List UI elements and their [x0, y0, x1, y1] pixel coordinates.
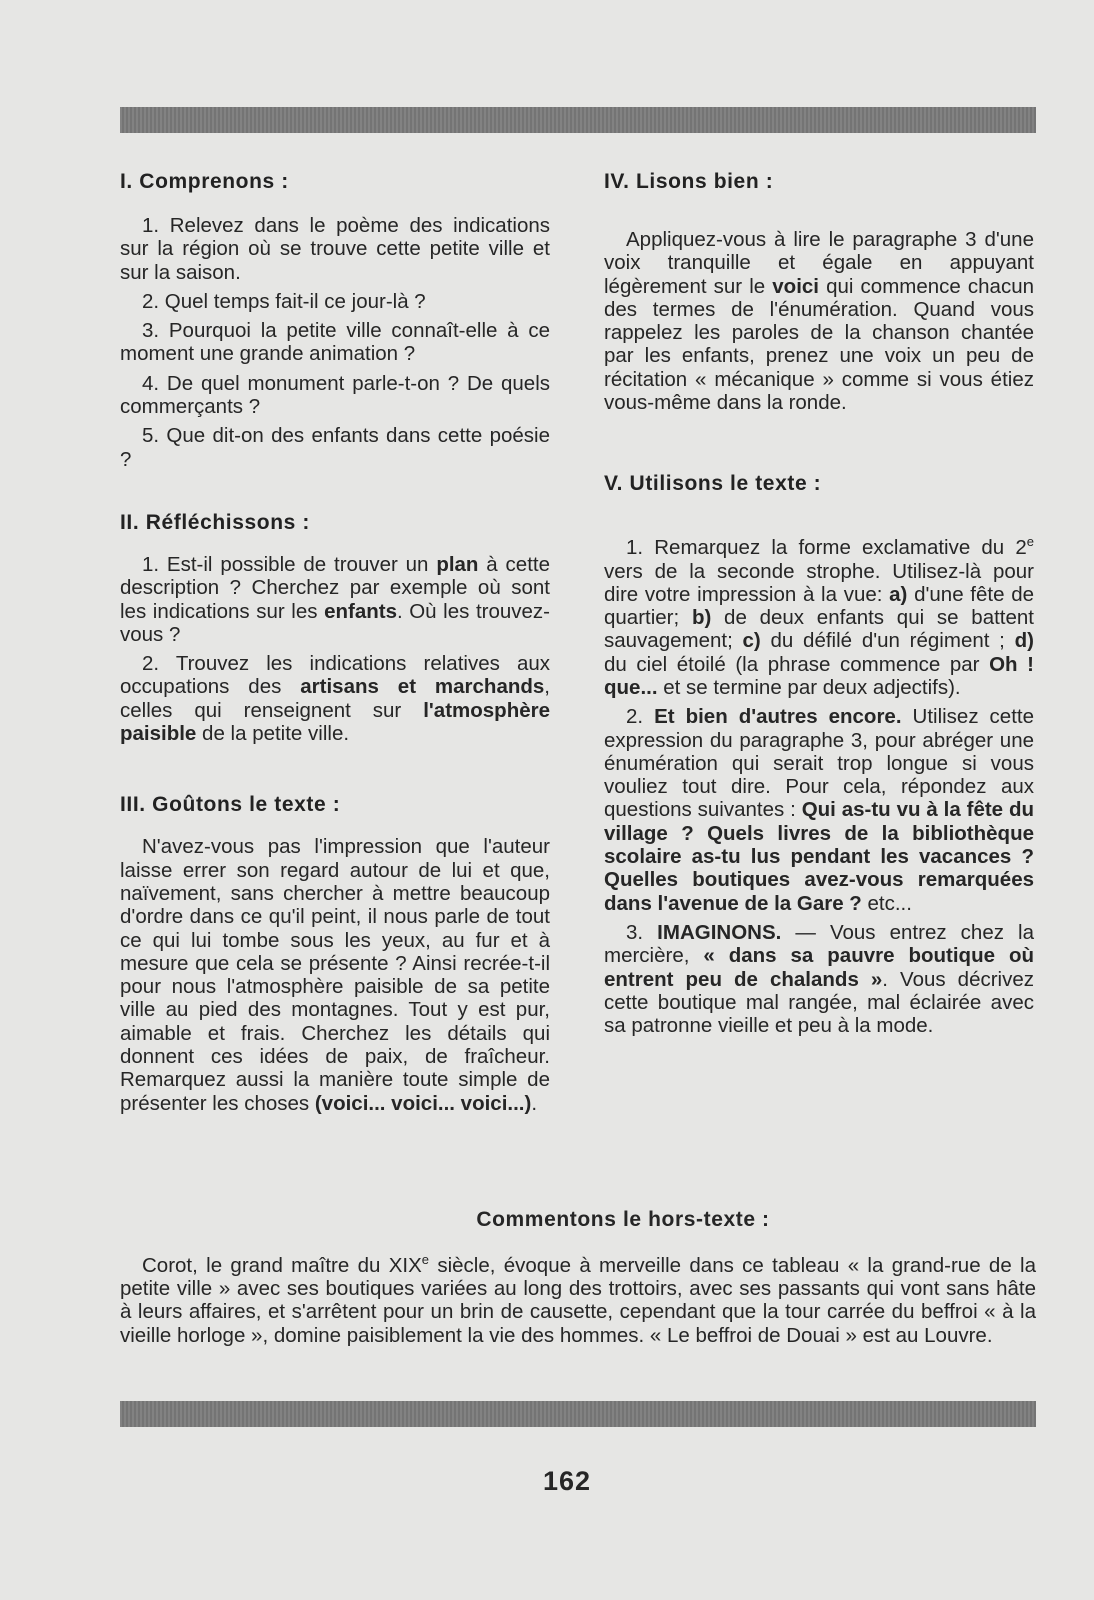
question-item: 4. De quel monument parle-t-on ? De quels commerçants ? [120, 371, 550, 419]
question-item: 1. Relevez dans le poème des indications sur la région où se trouve cette petite ville et sur la saison. [120, 214, 550, 284]
question-item: 3. Pourquoi la petite ville connaît-elle à ce moment une grande animation ? [120, 319, 550, 366]
page-number: 162 [542, 1466, 592, 1496]
section-lisons [604, 170, 1034, 414]
right-column [604, 170, 1034, 1037]
paragraph: 2. Trouvez les indications relatives aux occupations des artisans et marchands, celles qui renseignent sur l'atmosphère paisible de la petite ville. [120, 652, 550, 746]
section-goutons [120, 793, 550, 1115]
section-title: I. Comprenons : [120, 170, 289, 193]
section-comprenons [120, 170, 550, 471]
paragraph: Appliquez-vous à lire le paragraphe 3 d'une voix tranquille et égale en appuyant légèrement sur le voici qui commence chacun des termes de l'énumération. Quand vous rappelez les paroles de la chanson chantée par les enfants, prenez une voix un peu de récitation « mécanique » comme si vous étiez vous-même dans la ronde. [604, 228, 1034, 415]
paragraph: 3. IMAGINONS. — Vous entrez chez la mercière, « dans sa pauvre boutique où entrent peu de chalands ». Vous décrivez cette boutique mal rangée, mal éclairée avec sa patronne vieille et peu à la mode. [604, 920, 1035, 1038]
paragraph: 1. Remarquez la forme exclamative du 2e vers de la seconde strophe. Utilisez-là pour dire votre impression à la vue: a) d'une fête de quartier; b) de deux enfants qui se battent sauvagement; c) du défilé d'un régiment ; d) du ciel étoilé (la phrase commence par Oh ! que... et se termine par deux adjectifs). [604, 534, 1034, 699]
top-decorative-band [120, 107, 1036, 133]
section-title: IV. Lisons bien : [604, 170, 774, 193]
left-column [120, 170, 550, 1115]
section-title: V. Utilisons le texte : [604, 472, 822, 496]
question-item: 2. Quel temps fait-il ce jour-là ? [142, 289, 426, 313]
paragraph: 1. Est-il possible de trouver un plan à cette description ? Cherchez par exemple où sont les indications sur les enfants. Où les trouvez-vous ? [120, 552, 550, 646]
paragraph: 2. Et bien d'autres encore. Utilisez cette expression du paragraphe 3, pour abréger une énumération qui serait trop longue si vous vouliez tout dire. Pour cela, répondez aux questions suivantes : Qui as-tu vu à la fête du village ? Quels livres de la bibliothèque scolaire as-tu lus pendant les vacances ? Quelles boutiques avez-vous remarquées dans l'avenue de la Gare ? etc... [604, 705, 1035, 915]
section-title: II. Réfléchissons : [120, 510, 310, 534]
section-title: Commentons le hors-texte : [476, 1208, 770, 1231]
section-reflechissons [120, 511, 550, 745]
paragraph: Corot, le grand maître du XIXe siècle, évoque à merveille dans ce tableau « la grand-rue de la petite ville » avec ses boutiques variées au long des trottoirs, avec ses passants qui vont sans hâte à leurs affaires, et s'arrêtent pour un brin de causette, cependant que la tour carrée du beffroi « à la vieille horloge », domine paisiblement la vie des hommes. « Le beffroi de Douai » est au Louvre. [120, 1252, 1036, 1347]
paragraph: N'avez-vous pas l'impression que l'auteur laisse errer son regard autour de lui et que, naïvement, sans chercher à mettre beaucoup d'ordre dans ce qu'il peint, il nous parle de tout ce qui lui tombe sous les yeux, au fur et à mesure que cela se présente ? Ainsi recrée-t-il pour nous l'atmosphère paisible de sa petite ville au pied des montagnes. Tout y est pur, aimable et frais. Cherchez les détails qui donnent ces idées de paix, de fraîcheur. Remarquez aussi la manière toute simple de présenter les choses (voici... voici... voici...). [120, 835, 550, 1115]
section-hors-texte [120, 1208, 1036, 1347]
question-item: 5. Que dit-on des enfants dans cette poésie ? [120, 424, 550, 471]
section-title: III. Goûtons le texte : [120, 793, 341, 817]
section-utilisons [604, 472, 1034, 1037]
bottom-decorative-band [120, 1401, 1036, 1427]
